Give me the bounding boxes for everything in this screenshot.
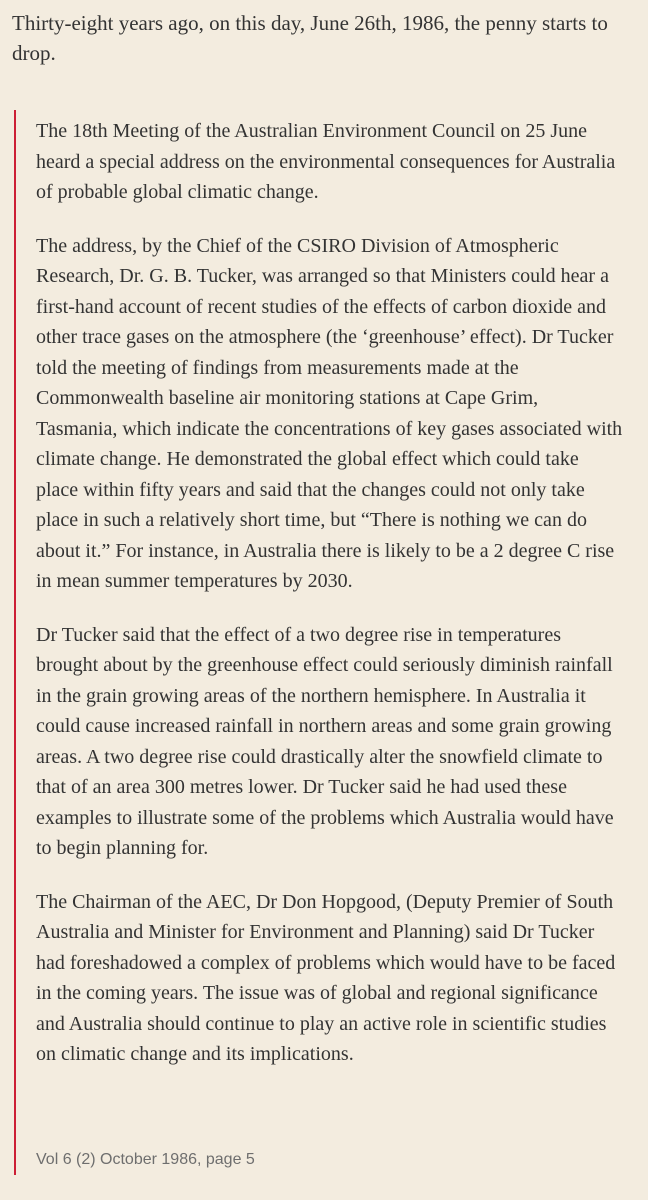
quote-paragraph-4: The Chairman of the AEC, Dr Don Hopgood, (Deputy Premier of South Australia and Minister for Environment and Planning) said Dr Tucker had foreshadowed a complex of problems which would have to be faced in the coming years. The issue was of global and regional significance and Australia should continue to play an active role in scientific studies on climatic change and its implications. bbox=[36, 890, 616, 1065]
quote-citation: Vol 6 (2) October 1986, page 5 bbox=[36, 1151, 255, 1168]
quote-paragraph-1: The 18th Meeting of the Australian Environment Council on 25 June heard a special address on the environmental consequences for Australia of probable global climatic change. bbox=[36, 120, 616, 203]
blockquote bbox=[14, 110, 628, 1175]
quote-paragraph-3: Dr Tucker said that the effect of a two degree rise in temperatures brought about by the greenhouse effect could seriously diminish rainfall in the grain growing areas of the northern hemisphere. In Australia it could cause increased rainfall in northern areas and some grain growing areas. A two degree rise could drastically alter the snowfield climate to that of an area 300 metres lower. Dr Tucker said he had used these examples to illustrate some of the problems which Australia would have to begin planning for. bbox=[36, 623, 614, 859]
intro-text: Thirty-eight years ago, on this day, June 26th, 1986, the penny starts to drop. bbox=[12, 11, 608, 65]
blockquote-body bbox=[36, 116, 624, 1093]
quote-paragraph-2: The address, by the Chief of the CSIRO Division of Atmospheric Research, Dr. G. B. Tucker, was arranged so that Ministers could hear a first-hand account of recent studies of the effects of carbon dioxide and other trace gases on the atmosphere (the ‘greenhouse’ effect). Dr Tucker told the meeting of findings from measurements made at the Commonwealth baseline air monitoring stations at Cape Grim, Tasmania, which indicate the concentrations of key gases associated with climate change. He demonstrated the global effect which could take place within fifty years and said that the changes could not only take place in such a relatively short time, but “There is nothing we can do about it.” For instance, in Australia there is likely to be a 2 degree C rise in mean summer temperatures by 2030. bbox=[36, 234, 623, 592]
